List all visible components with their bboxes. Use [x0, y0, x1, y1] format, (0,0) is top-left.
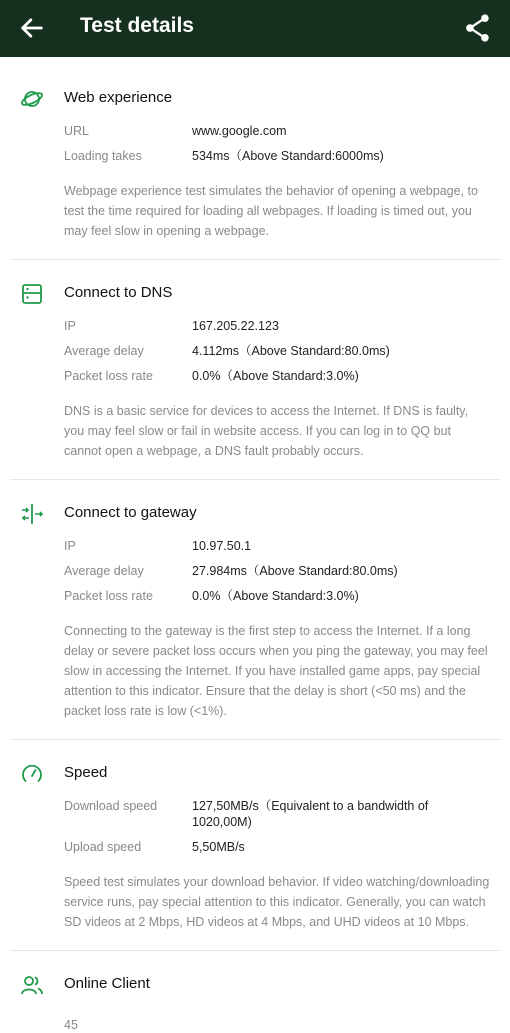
web-experience-section: [10, 57, 500, 259]
section-title: Web experience: [64, 89, 173, 106]
section-header: [10, 87, 500, 111]
section-title: Speed: [64, 764, 108, 781]
server-icon: [20, 282, 44, 306]
info-row: [64, 538, 500, 563]
share-icon[interactable]: [464, 13, 492, 43]
row-label: Average delay: [64, 564, 144, 578]
info-row: [64, 148, 500, 173]
row-value: 0.0%（Above Standard:3.0%): [192, 369, 359, 383]
users-icon: [20, 973, 44, 997]
section-header: [10, 973, 500, 997]
section-title: Online Client: [64, 975, 150, 992]
section-description: Connecting to the gateway is the first step to access the Internet. If a long delay or severe packet loss occurs when you ping the gateway, you may feel slow in accessing the Internet. If you have installed game apps, pay special attention to this indicator. Ensure that the delay is short (<50 ms) and the packet loss rate is low (<1%).: [64, 624, 488, 718]
arrow-left-icon[interactable]: [18, 14, 46, 42]
info-row: [64, 343, 500, 368]
section-title: Connect to DNS: [64, 284, 173, 301]
gateway-arrows-icon: [20, 502, 44, 526]
page-title: Test details: [80, 14, 194, 37]
row-label: Average delay: [64, 344, 144, 358]
row-label: Loading takes: [64, 149, 142, 163]
info-row: [64, 563, 500, 588]
info-row: [64, 318, 500, 343]
section-header: [10, 762, 500, 786]
row-value: 167.205.22.123: [192, 319, 279, 333]
row-label: Packet loss rate: [64, 369, 153, 383]
row-label: IP: [64, 319, 76, 333]
dns-section: [10, 260, 500, 479]
planet-icon: [20, 87, 44, 111]
section-description: Speed test simulates your download behavior. If video watching/downloading service runs, pay special attention to this indicator. Generally, you can watch SD videos at 2 Mbps, HD videos at 4 Mbps, and UHD videos at 10 Mbps.: [64, 875, 490, 929]
section-title: Connect to gateway: [64, 504, 197, 521]
info-row: [64, 798, 500, 831]
row-value: www.google.com: [192, 124, 287, 138]
row-label: Packet loss rate: [64, 589, 153, 603]
section-description: Webpage experience test simulates the behavior of opening a webpage, to test the time required for loading all webpages. If loading is timed out, you may feel slow in opening a webpage.: [64, 184, 478, 238]
row-label: URL: [64, 124, 90, 138]
client-count-value: 45: [64, 1018, 78, 1032]
row-value: 10.97.50.1: [192, 539, 252, 553]
row-value: 4.112ms（Above Standard:80.0ms): [192, 344, 390, 358]
client-count: [64, 1017, 500, 1033]
online-client-section: [10, 951, 500, 1033]
speed-section: [10, 740, 500, 950]
section-description: DNS is a basic service for devices to access the Internet. If DNS is faulty, you may feel slow or fail in website access. If you can log in to QQ but cannot open a webpage, a DNS fault probably occurs.: [64, 404, 469, 458]
speedometer-icon: [20, 762, 44, 786]
section-header: [10, 282, 500, 306]
section-header: [10, 502, 500, 526]
gateway-section: [10, 480, 500, 739]
info-row: [64, 368, 500, 393]
row-label: IP: [64, 539, 76, 553]
info-row: [64, 123, 500, 148]
row-value: 0.0%（Above Standard:3.0%): [192, 589, 359, 603]
app-bar: [0, 0, 510, 57]
row-value: 27.984ms（Above Standard:80.0ms): [192, 564, 398, 578]
row-label: Download speed: [64, 799, 158, 813]
row-value: 127,50MB/s（Equivalent to a bandwidth of 1020,00M): [192, 799, 429, 829]
row-value: 534ms（Above Standard:6000ms): [192, 149, 384, 163]
info-row: [64, 839, 500, 864]
info-row: [64, 588, 500, 613]
row-value: 5,50MB/s: [192, 840, 245, 854]
row-label: Upload speed: [64, 840, 142, 854]
